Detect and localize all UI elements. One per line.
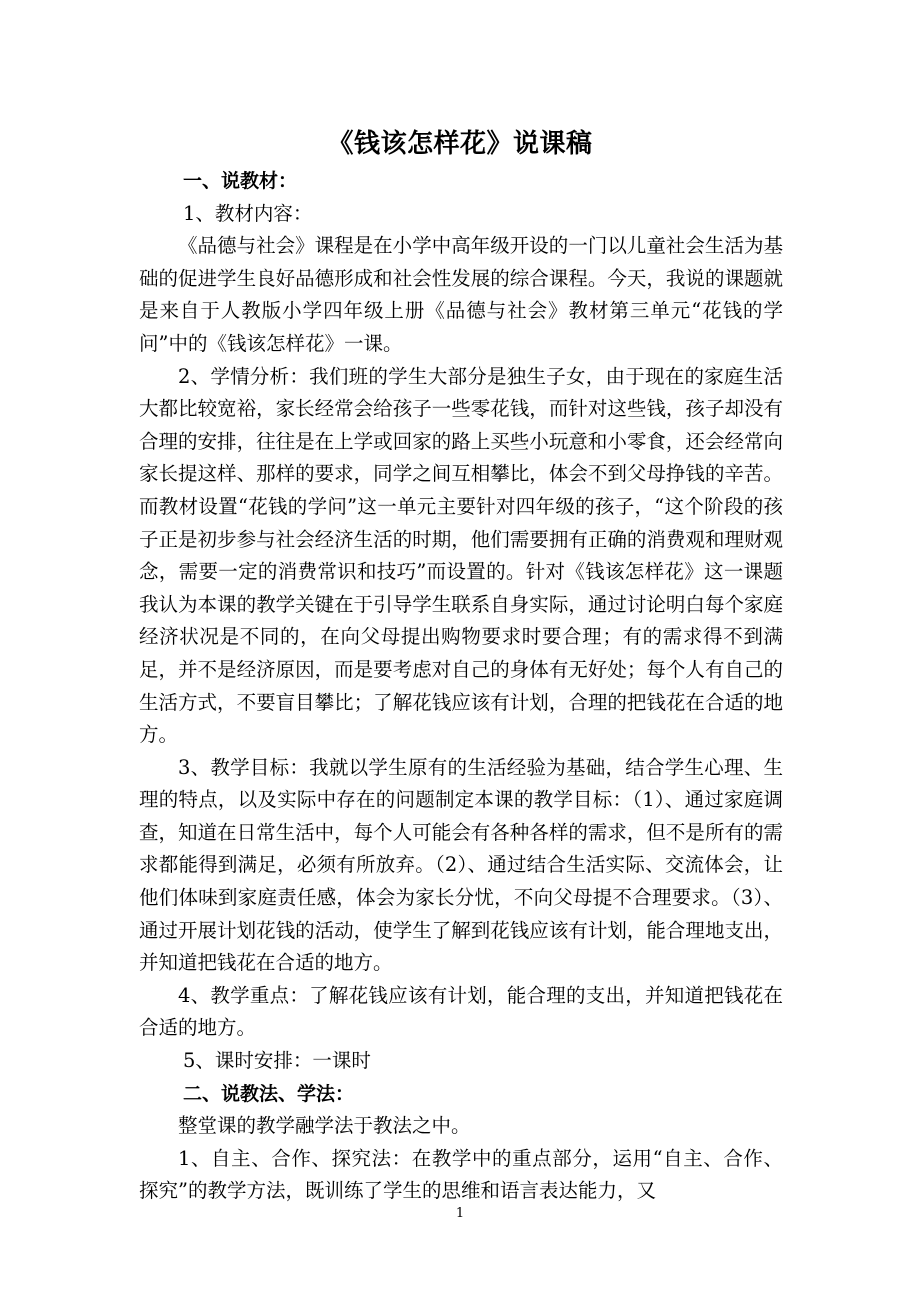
subheading-material-content: 1、教材内容： — [183, 201, 313, 225]
document-body — [139, 165, 783, 1208]
document-title: 《钱该怎样花》说课稿 — [327, 129, 593, 159]
paragraph-course-intro: 《品德与社会》课程是在小学中高年级开设的一门以儿童社会生活为基础的促进学生良好品德形成和社会性发展的综合课程。今天，我说的课题就是来自于人教版小学四年级上册《品德与社会》教材第三单元“花钱的学问”中的《钱该怎样花》一课。 — [139, 234, 783, 355]
page-number: 1 — [455, 1206, 465, 1221]
paragraph-inquiry-method: 1、自主、合作、探究法：在教学中的重点部分，运用“自主、合作、探究”的教学方法，既训练了学生的思维和语言表达能力，又 — [139, 1146, 783, 1203]
paragraph-teaching-objectives: 3、教学目标：我就以学生原有的生活经验为基础，结合学生心理、生理的特点，以及实际中存在的问题制定本课的教学目标：（1）、通过家庭调查，知道在日常生活中，每个人可能会有各种各样的需求，但不是所有的需求都能得到满足，必须有所放弃。（2）、通过结合生活实际、交流体会，让他们体味到家庭责任感，体会为家长分忧，不向父母提不合理要求。（3）、通过开展计划花钱的活动，使学生了解到花钱应该有计划，能合理地支出，并知道把钱花在合适的地方。 — [139, 755, 783, 975]
section-heading-teaching-methods: 二、说教法、学法： — [183, 1082, 355, 1105]
section-heading-teaching-material: 一、说教材： — [183, 170, 298, 192]
paragraph-methods-intro: 整堂课的教学融学法于教法之中。 — [178, 1114, 471, 1138]
paragraph-learner-analysis: 2、学情分析：我们班的学生大部分是独生子女，由于现在的家庭生活大都比较宽裕，家长经常会给孩子一些零花钱，而针对这些钱，孩子却没有合理的安排，往往是在上学或回家的路上买些小玩意和小零食，还会经常向家长提这样、那样的要求，同学之间互相攀比，体会不到父母挣钱的辛苦。而教材设置“花钱的学问”这一单元主要针对四年级的孩子，“这个阶段的孩子正是初步参与社会经济生活的时期，他们需要拥有正确的消费观和理财观念，需要一定的消费常识和技巧”而设置的。针对《钱该怎样花》这一课题我认为本课的教学关键在于引导学生联系自身实际，通过讨论明白每个家庭经济状况是不同的，在向父母提出购物要求时要合理；有的需求得不到满足，并不是经济原因，而是要考虑对自己的身体有无好处；每个人有自己的生活方式，不要盲目攀比；了解花钱应该有计划，合理的把钱花在合适的地方。 — [139, 364, 783, 747]
paragraph-teaching-focus: 4、教学重点：了解花钱应该有计划，能合理的支出，并知道把钱花在合适的地方。 — [139, 983, 783, 1040]
subheading-class-hours: 5、课时安排：一课时 — [183, 1049, 371, 1073]
